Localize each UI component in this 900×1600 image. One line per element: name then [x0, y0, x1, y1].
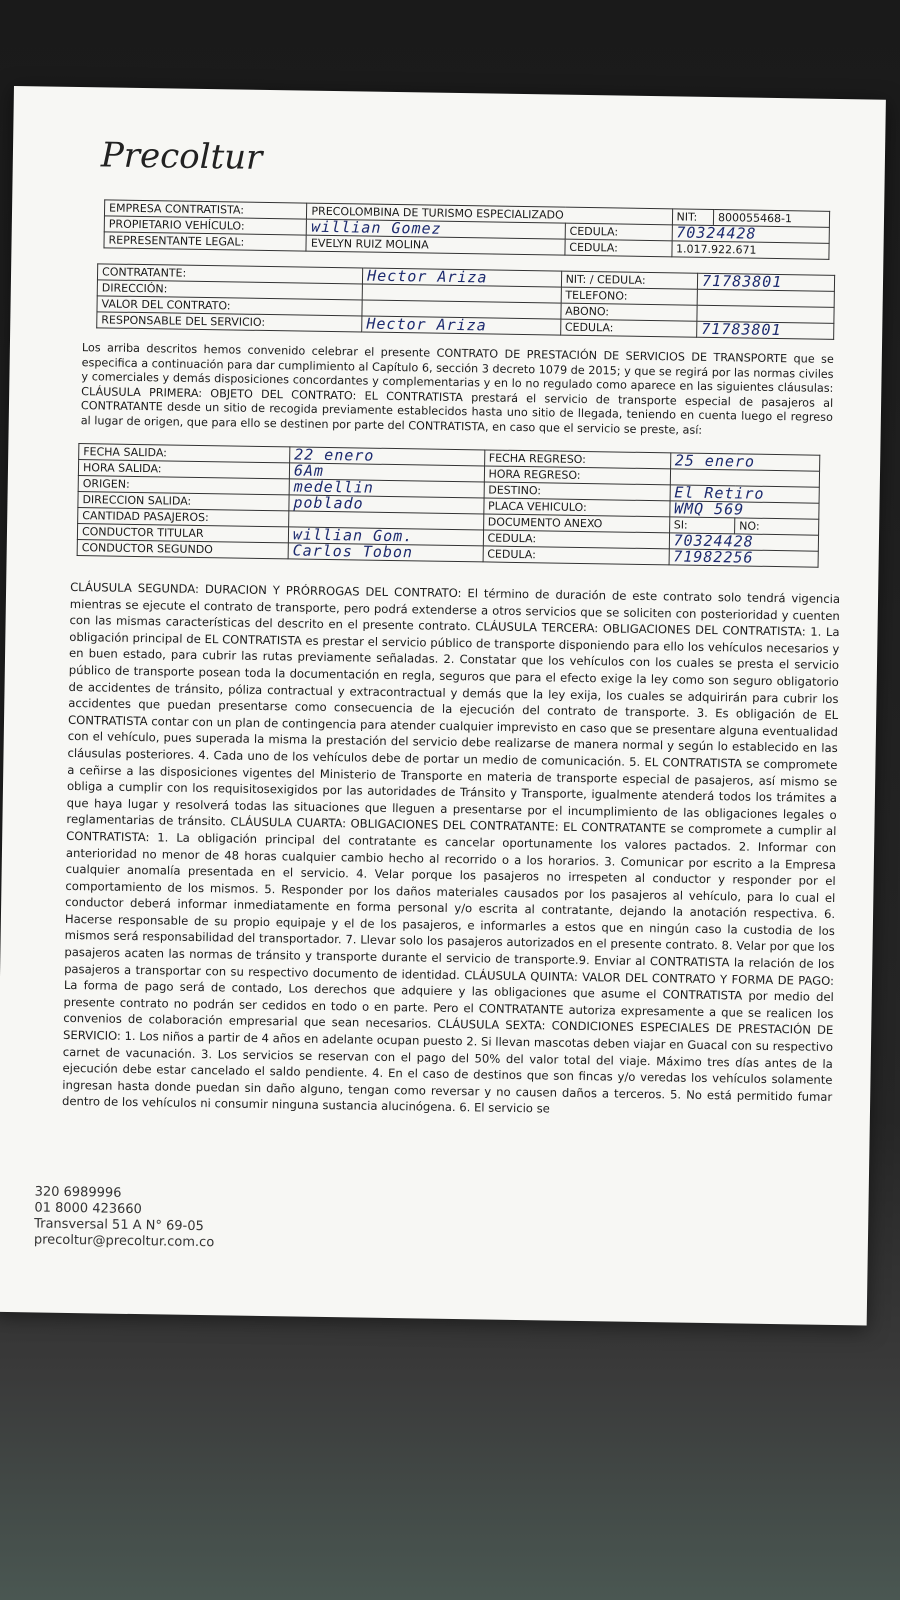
origen-value: medellin	[289, 479, 484, 498]
direccion-salida-value: poblado	[289, 495, 484, 514]
phone-1: 320 6989996	[34, 1184, 122, 1201]
fecha-salida-value: 22 enero	[290, 447, 485, 466]
address: Transversal 51 A N° 69-05	[34, 1216, 204, 1235]
nit-value: 800055468-1	[713, 210, 829, 228]
abono-label: ABONO:	[560, 303, 697, 321]
segundo-cedula-label: CEDULA:	[483, 546, 669, 565]
hora-regreso-label: HORA REGRESO:	[484, 466, 670, 485]
contact-block	[34, 1184, 215, 1251]
destino-label: DESTINO:	[484, 482, 670, 501]
valor-label: VALOR DEL CONTRATO:	[97, 296, 362, 316]
nit-cedula-label: NIT: / CEDULA:	[561, 271, 698, 289]
nit-cedula-value: 71783801	[697, 273, 834, 291]
origen-label: ORIGEN:	[78, 476, 289, 495]
propietario-label: PROPIETARIO VEHÍCULO:	[104, 216, 307, 235]
placa-value: WMQ 569	[669, 501, 819, 519]
contratante-label: CONTRATANTE:	[97, 264, 362, 284]
segundo-cedula-value: 71982256	[669, 549, 819, 567]
nit-label: NIT:	[672, 209, 714, 226]
titular-cedula-label: CEDULA:	[483, 530, 669, 549]
email: precoltur@precoltur.com.co	[33, 1232, 215, 1251]
titular-label: CONDUCTOR TITULAR	[77, 524, 288, 543]
responsable-cedula-label: CEDULA:	[560, 319, 697, 337]
empresa-value: PRECOLOMBINA DE TURISMO ESPECIALIZADO	[307, 203, 672, 225]
responsable-cedula-value: 71783801	[697, 321, 834, 339]
representante-label: REPRESENTANTE LEGAL:	[104, 232, 307, 251]
company-table	[103, 199, 830, 259]
destino-value: El Retiro	[670, 485, 820, 503]
fecha-regreso-value: 25 enero	[670, 453, 820, 471]
documento-label: DOCUMENTO ANEXO	[483, 514, 669, 533]
intro-paragraph: Los arriba descritos hemos convenido celebrar el presente CONTRATO DE PRESTACIÓN DE SERVICIOS DE TRANSPORTE que se especifica a continuación para dar cumplimiento al Capítulo 6, sección 3 decreto 1079 de 2015; y que se regirá por las normas civiles y comerciales y demás disposiciones concordantes y complementarias y en lo no regulado como aparece en las siguientes cláusulas: CLÁUSULA PRIMERA: OBJETO DEL CONTRATO: EL CONTRATISTA prestará el servicio de transporte especial de pasajeros al CONTRATANTE desde un sitio de recogida previamente establecidos hasta uno sitio de llegada, teniendo en cuenta luego el regreso al lugar de origen, que para ello se destinen por parte del CONTRATISTA, en caso que el servicio se preste, así:	[80, 341, 834, 437]
company-logo: Precoltur	[100, 135, 263, 178]
titular-cedula-value: 70324428	[669, 533, 819, 551]
cedula2-value: 1.017.922.671	[671, 241, 829, 259]
cedula-label: CEDULA:	[565, 223, 672, 241]
servicio-table	[77, 443, 821, 568]
segundo-label: CONDUCTOR SEGUNDO	[77, 540, 288, 559]
empresa-label: EMPRESA CONTRATISTA:	[104, 200, 307, 219]
hora-salida-label: HORA SALIDA:	[78, 460, 289, 479]
responsable-value: Hector Ariza	[362, 316, 561, 335]
clausulas-paragraph: CLÁUSULA SEGUNDA: DURACION Y PRÓRROGAS DEL CONTRATO: El término de duración de este contrato solo tendrá vigencia mientras se ejecute el contrato de transporte, pero podrá extenderse a otros servicios que se soliciten con posterioridad y cuenten con las mismas características del descrito en el presente contrato. CLÁUSULA TERCERA: OBLIGACIONES DEL CONTRATISTA: 1. La obligación principal de EL CONTRATISTA es prestar el servicio público de transporte disponiendo para ello los vehículos necesarios y en buen estado, para cubrir las rutas previamente señaladas. 2. Constatar que los vehículos con los cuales se presta el servicio público de transporte posean toda la documentación en regla, seguros que para el efecto exige la ley como son seguro obligatorio de accidentes de tránsito, póliza contractual y extracontractual y demás que la ley exija, los cuales se adquirirán para cubrir los accidentes que puedan presentarse como consecuencia de la ejecución del contrato de transporte. 3. Es obligación de EL CONTRATISTA contar con un plan de contingencia para atender cualquier imprevisto en caso que se presentare alguna eventualidad con el vehículo, pues superada la misma la prestación del servicio debe realizarse de manera normal y según lo establecido en las cláusulas posteriores. 4. Cada uno de los vehículos debe de portar un medio de comunicación. 5. EL CONTRATISTA se compromete a ceñirse a las disposiciones vigentes del Ministerio de Transporte en materia de transporte especial de pasajeros, así mismo se obliga a cumplir con los requisitosexigidos por las autoridades de Tránsito y Transporte, igualmente atenderá todos los trámites a que haya lugar y resolverá todas las situaciones que lleguen a presentarse por el incumplimiento de las obligaciones legales o reglamentarias de tránsito. CLÁUSULA CUARTA: OBLIGACIONES DEL CONTRATANTE: EL CONTRATANTE se compromete a cumplir al CONTRATISTA: 1. La obligación principal del contratante es cancelar oportunamente los valores pactados. 2. Informar con anterioridad no menor de 48 horas cualquier cambio hecho al recorrido o a los horarios. 3. Comunicar por escrito a la Empresa cualquier anomalía presentada en el servicio. 4. Velar porque los pasajeros no irrespeten al conductor y responder por el comportamiento de los mismos. 5. Responder por los daños materiales causados por los pasajeros al vehículo, para lo cual el conductor deberá informar inmediatamente en forma personal y/o escrita al contratante, dejando la anotación respectiva. 6. Hacerse responsable de su propio equipaje y el de los pasajeros, e informarles a estos que en ningún caso la custodia de los mismos será responsabilidad del transportador. 7. Llevar solo los pasajeros autorizados en el presente contrato. 8. Velar por que los pasajeros acaten las normas de tránsito y transporte durante el servicio de transporte.9. Enviar al CONTRATISTA la relación de los pasajeros a transportar con su respectivo documento de identidad. CLÁUSULA QUINTA: VALOR DEL CONTRATO Y FORMA DE PAGO: La forma de pago será de contado, Los derechos que adquiere y las obligaciones que asume el CONTRATISTA por medio del presente contrato no podrán ser cedidos en todo o en parte. Pero el CONTRATANTE autoriza expresamente a que se realicen los convenios de colaboración empresarial que sean necesarios. CLÁUSULA SEXTA: CONDICIONES ESPECIALES DE PRESTACIÓN DE SERVICIO: 1. Los niños a partir de 4 años en adelante ocupan puesto 2. Si llevan mascotas deben viajar en Guacal con su respectivo carnet de vacunación. 3. Los servicios se reservan con el pago del 50% del valor total del viaje. Máximo tres días antes de la ejecución debe estar cancelado el saldo pendiente. 4. En el caso de destinos que son fincas y/o veredas los vehículos solamente ingresan hasta donde puedan sin daño alguno, tengan como reversar y no causen daños a terceros. 5. No está permitido fumar dentro de los vehículos ni consumir ninguna sustancia alucinógena. 6. El servicio se	[61, 579, 841, 1116]
hora-salida-value: 6Am	[289, 463, 484, 482]
no-label: NO:	[735, 518, 819, 535]
fecha-salida-label: FECHA SALIDA:	[79, 444, 290, 463]
contract-page	[0, 86, 886, 1326]
responsable-label: RESPONSABLE DEL SERVICIO:	[97, 312, 362, 332]
representante-value: EVELYN RUIZ MOLINA	[306, 235, 565, 255]
segundo-value: Carlos Tobon	[288, 543, 483, 562]
cedula-value: 70324428	[672, 225, 830, 243]
fecha-regreso-label: FECHA REGRESO:	[484, 450, 670, 469]
propietario-value: willian Gomez	[307, 219, 566, 239]
cedula2-label: CEDULA:	[565, 239, 672, 257]
placa-label: PLACA VEHICULO:	[483, 498, 669, 517]
phone-2: 01 8000 423660	[34, 1200, 143, 1218]
telefono-label: TELEFONO:	[561, 287, 698, 305]
titular-value: willian Gom.	[288, 527, 483, 546]
si-label: SI:	[669, 517, 735, 534]
direccion-salida-label: DIRECCION SALIDA:	[78, 492, 289, 511]
direccion-label: DIRECCIÓN:	[97, 280, 362, 300]
contratante-value: Hector Ariza	[363, 268, 562, 287]
cantidad-label: CANTIDAD PASAJEROS:	[78, 508, 289, 527]
contratante-table	[96, 263, 835, 340]
